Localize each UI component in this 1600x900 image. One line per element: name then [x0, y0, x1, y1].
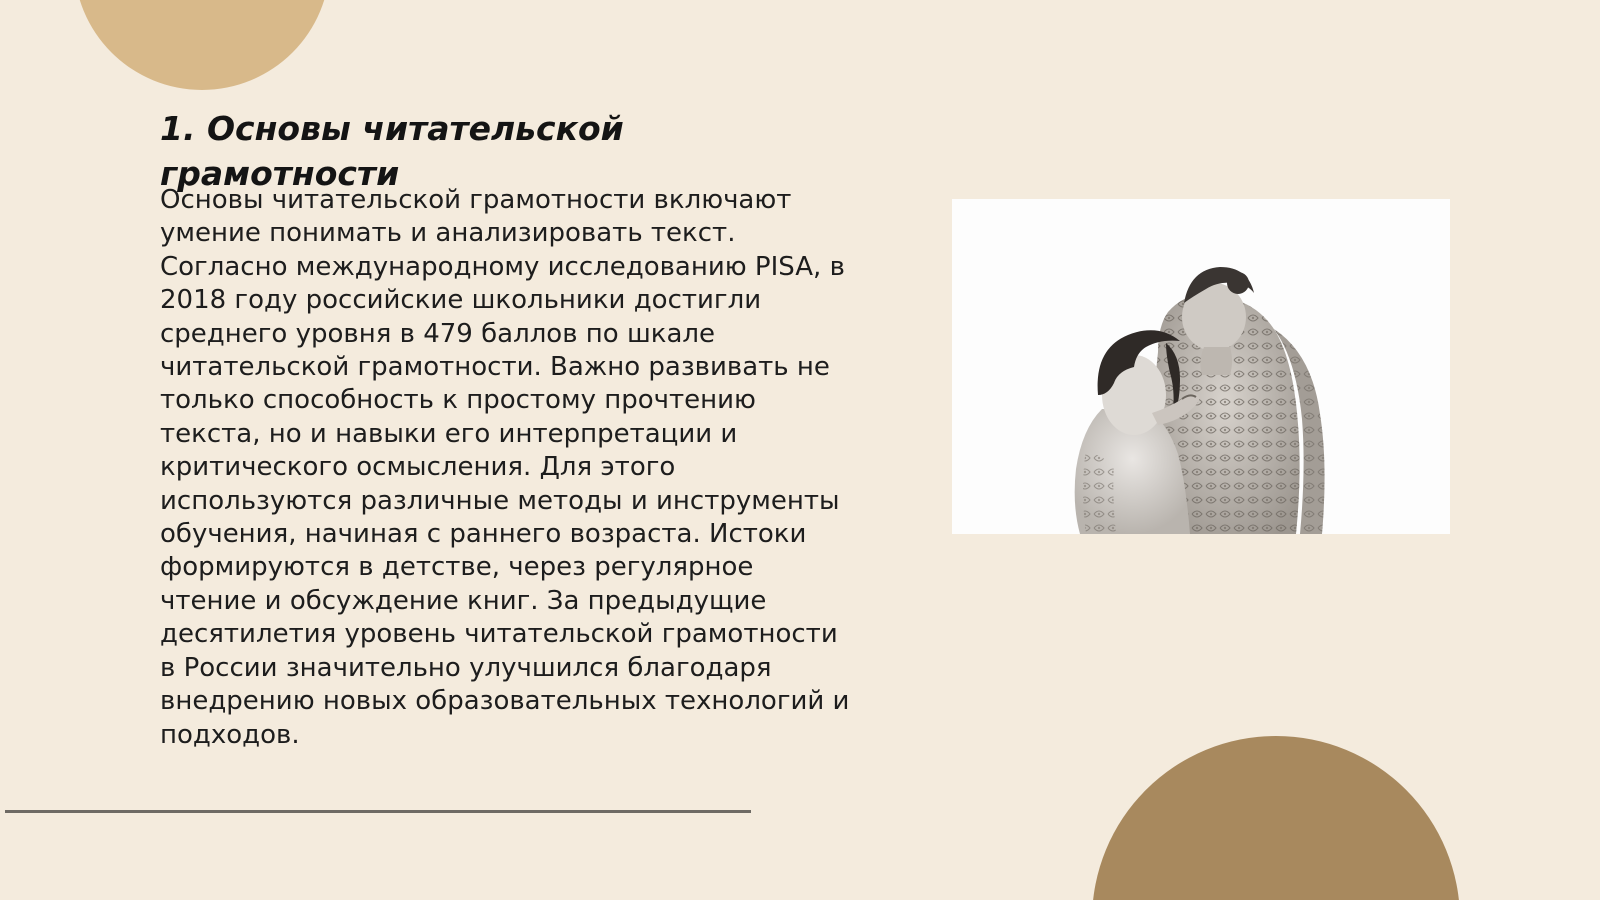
decorative-circle-top: [74, 0, 330, 90]
decorative-circle-bottom: [1092, 736, 1460, 900]
slide-title: 1. Основы читательской грамотности: [160, 109, 624, 193]
divider-line: [5, 810, 751, 813]
slide-body-text: Основы читательской грамотности включают умение понимать и анализировать текст. Согласно международному исследованию PISA, в 2018 году российские школьники достигли среднего уровня в 479 баллов по шкале читательской грамотности. Важно развивать не только способность к простому прочтению текста, но и навыки его интерпретации и критического осмысления. Для этого используются различные методы и инструменты обучения, начиная с раннего возраста. Истоки формируются в детстве, через регулярное чтение и обсуждение книг. За предыдущие десятилетия уровень читательской грамотности в России значительно улучшился благодаря внедрению новых образовательных технологий и подходов.: [160, 185, 850, 750]
couple-photo: [952, 199, 1450, 534]
